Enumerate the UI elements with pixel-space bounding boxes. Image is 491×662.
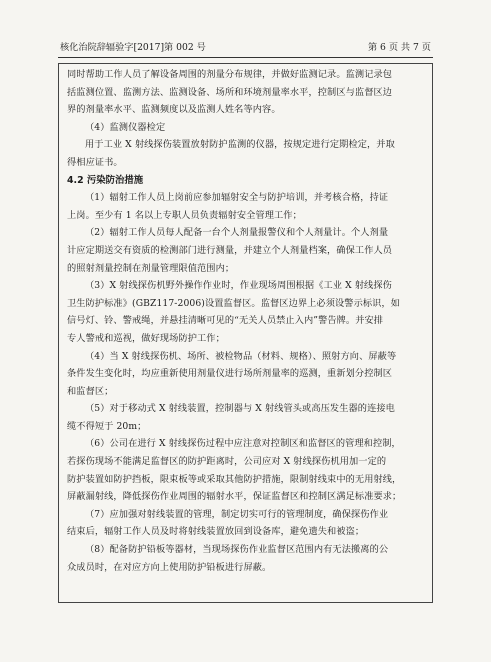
text-line: （8）配备防护铅板等器材，当现场探伤作业监督区范围内有无法搬离的公: [85, 544, 389, 556]
text-line: （7）应加强对射线装置的管理，制定切实可行的管理制度，确保探伤作业: [85, 508, 389, 520]
text-line: 众成员时，在对应方向上使用防护铅板进行屏蔽。: [67, 561, 272, 573]
text-line: 得相应证书。: [67, 156, 123, 168]
text-line: 的照射剂量控制在剂量管理限值范围内；: [67, 262, 235, 274]
text-line: 信号灯、铃、警戒绳，并悬挂清晰可见的“无关人员禁止入内”警告牌。并安排: [67, 315, 384, 327]
text-line: 专人警戒和巡视，做好现场防护工作；: [67, 332, 225, 344]
content-frame: [58, 63, 433, 603]
text-line: 屏蔽漏射线，降低探伤作业周围的辐射水平，保证监督区和控制区满足标准要求；: [67, 491, 402, 503]
text-line: （5）对于移动式 X 射线装置，控制器与 X 射线管头或高压发生器的连接电: [85, 403, 395, 415]
text-line: 缆不得短于 20m；: [67, 420, 147, 432]
text-line: （2）辐射工作人员每人配备一台个人剂量报警仪和个人剂量计。个人剂量: [85, 227, 389, 239]
text-line: （4）当 X 射线探伤机、场所、被检物品（材料、规格）、照射方向、屏蔽等: [85, 350, 397, 362]
header-rule: [58, 57, 433, 58]
text-line: 括监测位置、监测方法、监测设备、场所和环境剂量率水平，控制区与监督区边: [67, 86, 393, 98]
text-line: 若探伤现场不能满足监督区的防护距离时，公司应对 X 射线探伤机用加一定的: [67, 456, 387, 468]
text-line: 上岗。至少有 1 名以上专职人员负责辐射安全管理工作；: [67, 209, 302, 221]
text-line: 和监督区；: [67, 385, 114, 397]
text-line: （3）X 射线探伤机野外操作作业时，作业现场周围根据《工业 X 射线探伤: [85, 280, 392, 292]
text-line: 用于工业 X 射线探伤装置放射防护监测的仪器，按规定进行定期检定，并取: [85, 139, 395, 151]
page-header: [60, 40, 431, 56]
section-heading: 4.2 污染防治措施: [67, 174, 144, 186]
text-line: 界的剂量率水平、监测频度以及监测人姓名等内容。: [67, 104, 281, 116]
subheading: （4）监测仪器检定: [85, 121, 166, 133]
text-line: 卫生防护标准》(GBZ117-2006)设置监督区。监督区边界上必须设警示标识，如: [67, 297, 401, 309]
text-line: 计应定期送交有资质的检测部门进行测量，并建立个人剂量档案，确保工作人员: [67, 244, 393, 256]
text-line: 结束后，辐射工作人员及时将射线装置放回到设备库，避免遗失和被盗；: [67, 526, 365, 538]
text-line: （6）公司在进行 X 射线探伤过程中应注意对控制区和监督区的管理和控制，: [85, 438, 401, 450]
text-line: 条件发生变化时，均应重新使用剂量仪进行场所剂量率的巡测，重新划分控制区: [67, 368, 393, 380]
text-line: 同时帮助工作人员了解设备周围的剂量分布规律，并做好监测记录。监测记录包: [67, 69, 393, 80]
page-number: 第 6 页 共 7 页: [367, 42, 431, 53]
text-line: 防护装置如防护挡板，限束板等或采取其他防护措施，限制射线束中的无用射线，: [67, 473, 402, 485]
text-line: （1）辐射工作人员上岗前应参加辐射安全与防护培训，并考核合格，持证: [85, 192, 389, 204]
document-number: 核化治院辞辐验字[2017]第 002 号: [60, 42, 206, 53]
